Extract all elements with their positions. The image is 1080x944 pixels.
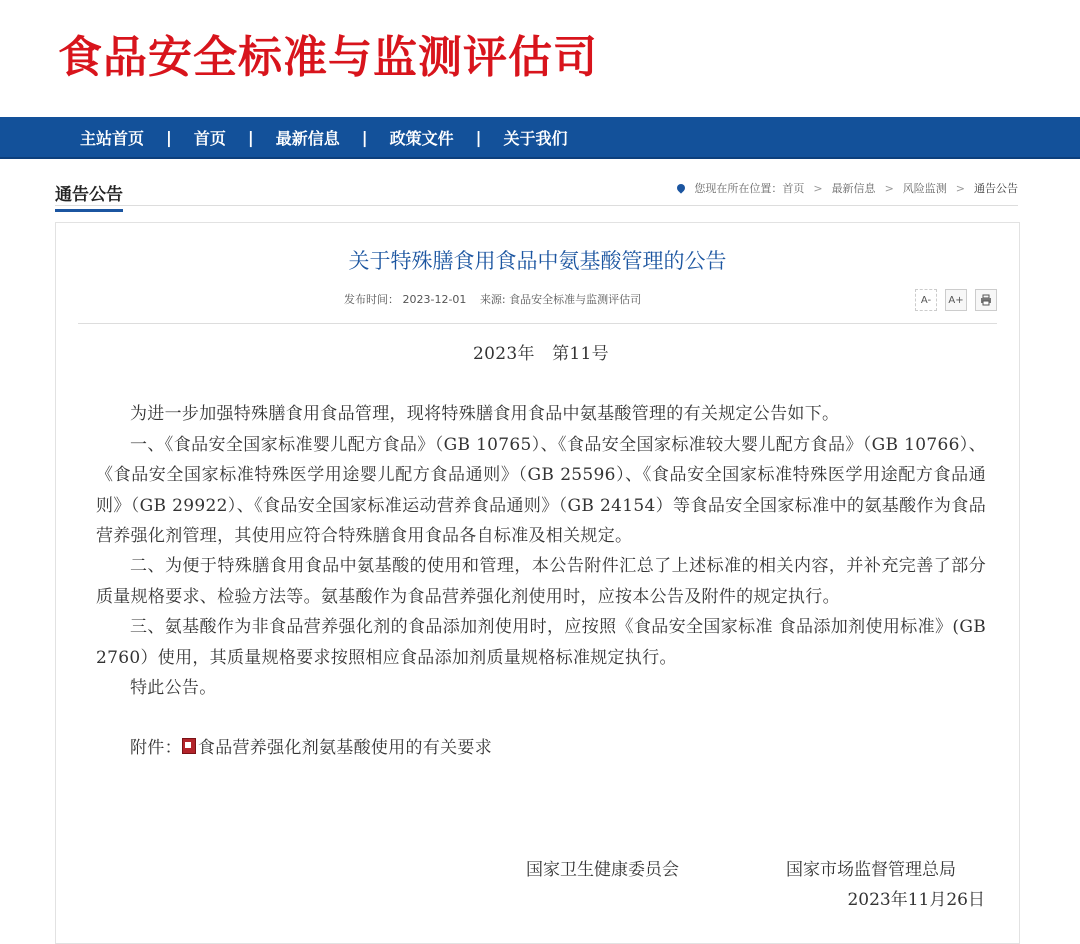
signing-date: 2023年11月26日 (847, 890, 985, 910)
location-pin-icon (676, 182, 687, 193)
pdf-icon (182, 738, 196, 754)
breadcrumb-separator: > (813, 181, 823, 195)
breadcrumb-prefix: 您现在所在位置： (694, 182, 783, 195)
nav-item-policy[interactable]: 政策文件 (389, 128, 454, 148)
nav-item-home[interactable]: 首页 (193, 128, 226, 148)
print-button[interactable] (975, 289, 997, 311)
breadcrumb-item-latest[interactable]: 最新信息 (831, 182, 876, 195)
attachment (96, 733, 986, 763)
breadcrumb (677, 180, 1018, 196)
nav-item-main-home[interactable]: 主站首页 (80, 128, 145, 148)
nav-item-latest[interactable]: 最新信息 (275, 128, 340, 148)
paragraph-closing: 特此公告。 (130, 678, 217, 699)
article-meta (344, 291, 651, 307)
article-card (55, 222, 1020, 944)
article-tools (907, 289, 997, 311)
paragraph-1: 一、《食品安全国家标准婴儿配方食品》（GB 10765）、《食品安全国家标准较大婴儿配方食品》（GB 10766）、《食品安全国家标准特殊医学用途婴儿配方食品通则》（GB 25596）、《食品安全国家标准特殊医学用途配方食品通则》（GB 29922）、《食品安全国家标准运动营养食品通则》（GB 24154）等食品安全国家标准中的氨基酸作为食品营养强化剂管理，其使用应符合特殊膳食用食品各自标准及相关规定。 (96, 434, 986, 547)
attachment-link[interactable]: 食品营养强化剂氨基酸使用的有关要求 (197, 738, 493, 759)
breadcrumb-item-risk[interactable]: 风险监测 (902, 182, 947, 195)
nav-item-about[interactable]: 关于我们 (503, 128, 568, 148)
breadcrumb-item-current[interactable]: 通告公告 (974, 182, 1018, 195)
nav-separator: | (475, 127, 482, 147)
font-decrease-icon: A- (920, 294, 932, 306)
font-increase-icon: A+ (948, 294, 964, 306)
section-title: 通告公告 (55, 180, 123, 212)
nav-separator: | (247, 127, 254, 147)
print-icon (980, 294, 992, 306)
font-increase-button[interactable] (945, 289, 967, 311)
doc-number: 2023年 第11号 (473, 344, 609, 364)
breadcrumb-item-home[interactable]: 首页 (782, 182, 805, 195)
site-logo-title[interactable]: 食品安全标准与监测评估司 (58, 32, 598, 83)
article-source: 来源: 食品安全标准与监测评估司 (479, 293, 642, 306)
paragraph-2: 二、为便于特殊膳食用食品中氨基酸的使用和管理，本公告附件汇总了上述标准的相关内容，并补充完善了部分质量规格要求、检验方法等。氨基酸作为食品营养强化剂使用时，应按本公告及附件的规定执行。 (96, 556, 986, 607)
meta-divider (78, 323, 997, 324)
paragraph-3: 三、氨基酸作为非食品营养强化剂的食品添加剂使用时，应按照《食品安全国家标准 食品添加剂使用标准》(GB 2760）使用，其质量规格要求按照相应食品添加剂质量规格标准规定执行。 (96, 617, 986, 668)
section-divider (55, 205, 1018, 206)
article-body (96, 339, 986, 764)
nav-separator: | (361, 127, 368, 147)
breadcrumb-separator: > (955, 181, 965, 195)
signatory-nhc: 国家卫生健康委员会 (526, 860, 679, 880)
publish-time: 发布时间： 2023-12-01 (344, 293, 467, 306)
signatory-samr: 国家市场监督管理总局 (786, 860, 956, 880)
font-decrease-button[interactable] (915, 289, 937, 311)
attachment-label: 附件： (130, 738, 182, 759)
breadcrumb-separator: > (884, 181, 894, 195)
article-title: 关于特殊膳食用食品中氨基酸管理的公告 (348, 249, 727, 273)
main-nav (0, 117, 1080, 159)
nav-separator: | (166, 127, 172, 147)
paragraph-intro: 为进一步加强特殊膳食用食品管理，现将特殊膳食用食品中氨基酸管理的有关规定公告如下。 (130, 404, 840, 425)
